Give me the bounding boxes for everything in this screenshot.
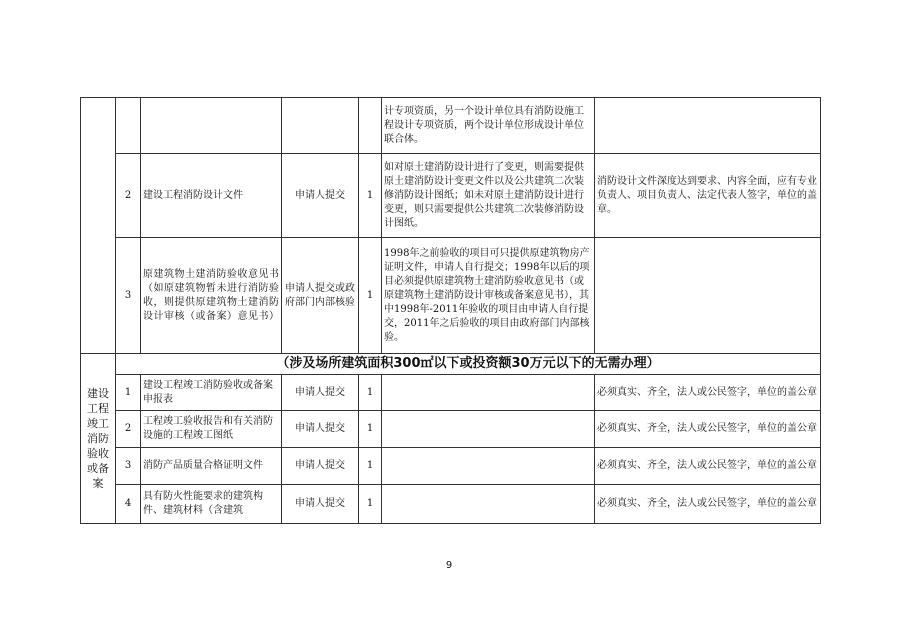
material-note: 如对原土建消防设计进行了变更，则需要提供原土建消防设计变更文件以及公共建筑二次装修消防设计图纸；如未对原土建消防设计进行变更，则只需要提供公共建筑二次装修消防设计图纸。 xyxy=(382,154,595,238)
table-row xyxy=(81,448,821,485)
row-number: 1 xyxy=(116,375,141,411)
material-requirement: 必须真实、齐全，法人或公民签字，单位的盖公章 xyxy=(595,448,821,485)
material-note: 1998年之前验收的项目可只提供原建筑物房产证明文件，申请人自行提交；1998年以后的项目必须提供原建筑物土建消防验收意见书（或原建筑物土建消防设计审核或备案意见书），其中1998年-2011年验收的项目由申请人自行提交，2011年之后验收的项目由政府部门内部核验。 xyxy=(382,238,595,354)
copy-count: 1 xyxy=(359,411,382,448)
material-requirement: 必须真实、齐全，法人或公民签字，单位的盖公章 xyxy=(595,411,821,448)
table-row xyxy=(81,98,821,154)
copy-count: 1 xyxy=(359,485,382,524)
copy-count: 1 xyxy=(359,238,382,354)
row-number xyxy=(116,98,141,154)
table-row xyxy=(81,411,821,448)
copy-count xyxy=(359,98,382,154)
material-note: 计专项资质，另一个设计单位具有消防设施工程设计专项资质，两个设计单位形成设计单位联合体。 xyxy=(382,98,595,154)
section-banner: （涉及场所建筑面积300㎡以下或投资额30万元以下的无需办理） xyxy=(116,354,821,375)
material-name: 工程竣工验收报告和有关消防设施的工程竣工图纸 xyxy=(141,411,282,448)
material-requirement xyxy=(595,238,821,354)
material-note xyxy=(382,411,595,448)
submitter xyxy=(282,98,359,154)
material-name: 消防产品质量合格证明文件 xyxy=(141,448,282,485)
copy-count: 1 xyxy=(359,448,382,485)
submitter: 申请人提交 xyxy=(282,154,359,238)
submitter: 申请人提交 xyxy=(282,448,359,485)
table-row xyxy=(81,354,821,375)
material-name xyxy=(141,98,282,154)
material-requirement: 必须真实、齐全，法人或公民签字，单位的盖公章 xyxy=(595,375,821,411)
page-number: 9 xyxy=(445,560,453,571)
material-note xyxy=(382,448,595,485)
table-row xyxy=(81,238,821,354)
row-number: 3 xyxy=(116,238,141,354)
material-requirement: 消防设计文件深度达到要求、内容全面，应有专业负责人、项目负责人、法定代表人签字，单位的盖章。 xyxy=(595,154,821,238)
category-cell: 建设工程竣工消防验收或备案 xyxy=(81,354,116,524)
submitter: 申请人提交 xyxy=(282,375,359,411)
material-name: 具有防火性能要求的建筑构件、建筑材料（含建筑 xyxy=(141,485,282,524)
table-row xyxy=(81,154,821,238)
row-number: 4 xyxy=(116,485,141,524)
table-row xyxy=(81,485,821,524)
material-name: 建设工程竣工消防验收或备案申报表 xyxy=(141,375,282,411)
copy-count: 1 xyxy=(359,375,382,411)
material-name: 原建筑物土建消防验收意见书（如原建筑物暂未进行消防验收，则提供原建筑物土建消防设计审核（或备案）意见书） xyxy=(141,238,282,354)
material-name: 建设工程消防设计文件 xyxy=(141,154,282,238)
submitter: 申请人提交 xyxy=(282,411,359,448)
row-number: 3 xyxy=(116,448,141,485)
row-number: 2 xyxy=(116,154,141,238)
material-requirement: 必须真实、齐全，法人或公民签字，单位的盖公章 xyxy=(595,485,821,524)
row-number: 2 xyxy=(116,411,141,448)
requirements-table xyxy=(80,97,821,524)
material-note xyxy=(382,375,595,411)
submitter: 申请人提交或政府部门内部核验 xyxy=(282,238,359,354)
material-requirement xyxy=(595,98,821,154)
table-row xyxy=(81,375,821,411)
submitter: 申请人提交 xyxy=(282,485,359,524)
copy-count: 1 xyxy=(359,154,382,238)
material-note xyxy=(382,485,595,524)
category-cell-top xyxy=(81,98,116,354)
